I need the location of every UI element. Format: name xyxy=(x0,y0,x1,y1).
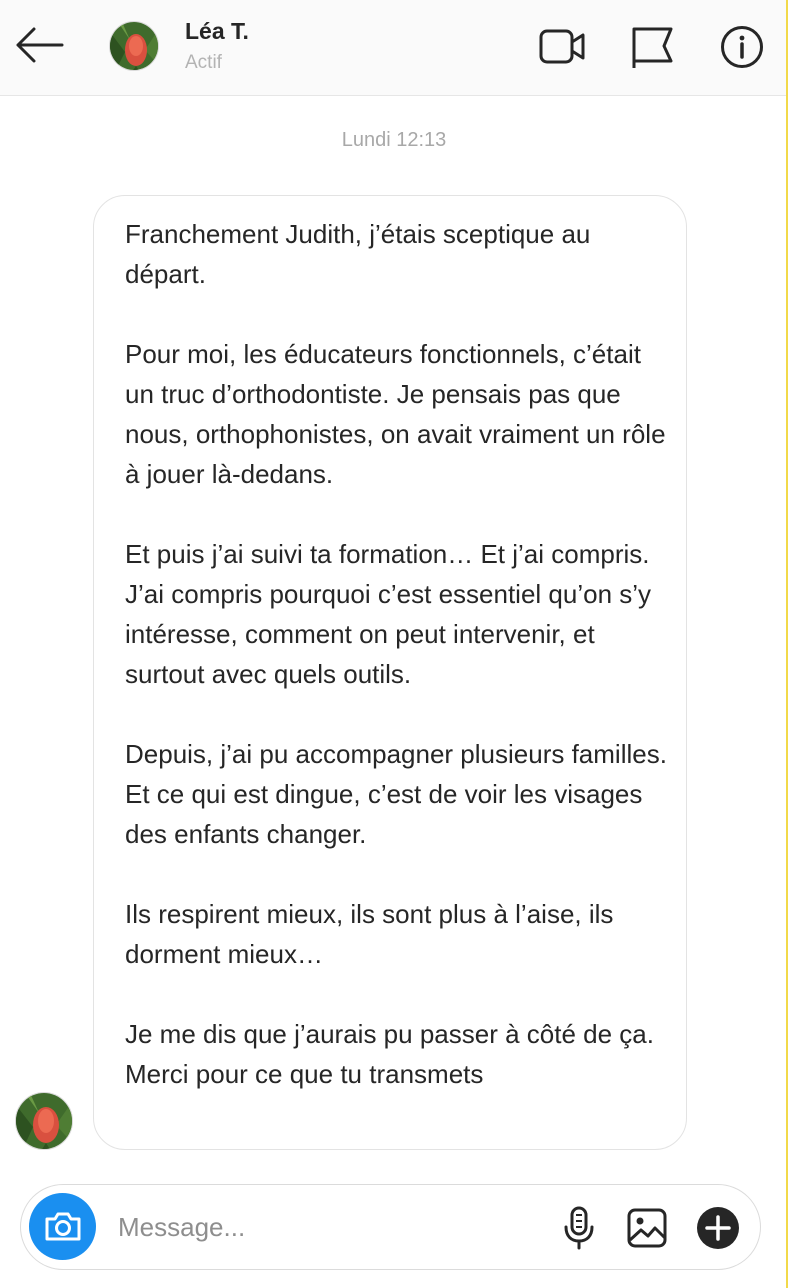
image-icon xyxy=(625,1205,669,1251)
contact-name[interactable]: Léa T. xyxy=(185,18,249,44)
video-camera-icon xyxy=(538,24,586,70)
flower-avatar-image xyxy=(16,1093,73,1150)
report-button[interactable] xyxy=(628,24,676,70)
flower-avatar-image xyxy=(110,22,159,71)
message-paragraph: Franchement Judith, j’étais sceptique au départ. xyxy=(125,219,591,289)
contact-avatar[interactable] xyxy=(109,21,159,71)
info-button[interactable] xyxy=(718,24,766,70)
message-paragraph: Ils respirent mieux, ils sont plus à l’aise, ils dorment mieux… xyxy=(125,899,614,969)
flag-icon xyxy=(628,24,676,70)
message-paragraph: Et puis j’ai suivi ta formation… Et j’ai compris. J’ai compris pourquoi c’est essentiel qu’on s’y intéresse, comment on peut intervenir, et surtout avec quels outils. xyxy=(125,539,652,689)
chat-header xyxy=(0,0,788,96)
video-call-button[interactable] xyxy=(538,24,586,70)
sender-avatar[interactable] xyxy=(15,1092,73,1150)
received-message-bubble[interactable] xyxy=(93,195,687,1150)
message-text xyxy=(125,214,670,1134)
message-paragraph: Je me dis que j’aurais pu passer à côté de ça. Merci pour ce que tu transmets xyxy=(125,1019,654,1089)
gallery-button[interactable] xyxy=(625,1205,669,1251)
camera-button[interactable] xyxy=(29,1193,96,1260)
message-paragraph: Depuis, j’ai pu accompagner plusieurs familles. Et ce qui est dingue, c’est de voir les visages des enfants changer. xyxy=(125,739,667,849)
message-input[interactable] xyxy=(118,1205,538,1249)
back-button[interactable] xyxy=(12,22,66,68)
back-arrow-icon xyxy=(12,22,66,68)
contact-status: Actif xyxy=(185,52,222,73)
camera-icon xyxy=(44,1210,82,1242)
info-icon xyxy=(718,24,766,70)
message-paragraph: Pour moi, les éducateurs fonctionnels, c’était un truc d’orthodontiste. Je pensais pas que nous, orthophonistes, on avait vraiment un rôle à jouer là-dedans. xyxy=(125,339,666,489)
plus-circle-icon xyxy=(695,1205,741,1251)
microphone-icon xyxy=(557,1205,601,1251)
voice-message-button[interactable] xyxy=(557,1205,601,1251)
more-options-button[interactable] xyxy=(695,1205,739,1251)
message-timestamp: Lundi 12:13 xyxy=(341,129,447,151)
message-composer xyxy=(20,1184,761,1270)
